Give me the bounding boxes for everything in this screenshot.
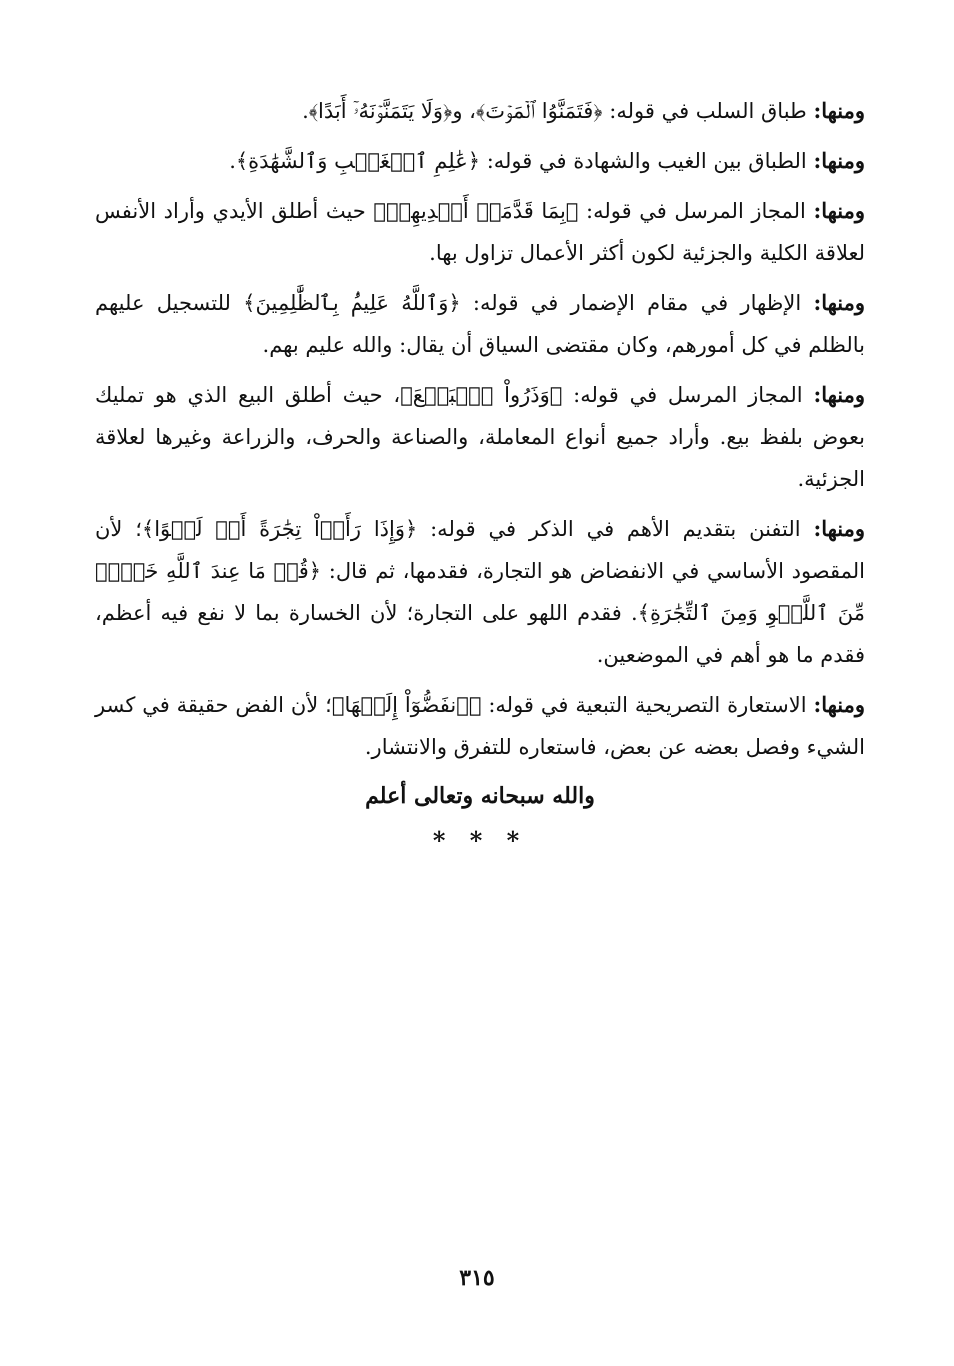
paragraph-6 <box>95 508 865 676</box>
paragraph-text: الإظهار في مقام الإضمار في قوله: ﴿وَٱللَّهُ عَلِيمُۢ بِٱلظَّٰلِمِينَ﴾ للتسجيل عليهم بالظلم في كل أمورهم، وكان مقتضى السياق أن يقال: والله عليم بهم. <box>95 291 865 357</box>
paragraph-lead: ومنها: <box>813 290 865 315</box>
paragraph-text: المجاز المرسل في قوله: ﴿بِمَا قَدَّمَتۡ أَيۡدِيهِمۡ﴾ حيث أطلق الأيدي وأراد الأنفس لعلاقة الكلية والجزئية لكون أكثر الأعمال تزاول بها. <box>95 199 865 265</box>
paragraph-lead: ومنها: <box>813 198 865 223</box>
paragraph-lead: ومنها: <box>813 692 865 717</box>
paragraph-lead: ومنها: <box>813 98 865 123</box>
paragraph-text: المجاز المرسل في قوله: ﴿وَذَرُواْ ٱلۡبَيۡعَ﴾، حيث أطلق البيع الذي هو تمليك بعوض بلفظ بيع. وأراد جميع أنواع المعاملة، والصناعة والحرف، والزراعة وغيرها لعلاقة الجزئية. <box>95 383 865 491</box>
section-separator: * * * <box>432 826 528 855</box>
paragraph-lead: ومنها: <box>813 148 865 173</box>
paragraph-text: التفنن بتقديم الأهم في الذكر في قوله: ﴿وَإِذَا رَأَوۡاْ تِجَٰرَةً أَوۡ لَهۡوًا﴾؛ لأن المقصود الأساسي في الانفضاض هو التجارة، فقدمها، ثم قال: ﴿قُلۡ مَا عِندَ ٱللَّهِ خَيۡرٞ مِّنَ ٱللَّهۡوِ وَمِنَ ٱلتِّجَٰرَةِ﴾. فقدم اللهو على التجارة؛ لأن الخسارة بما لا نفع فيه أعظم، فقدم ما هو أهم في الموضعين. <box>95 517 865 667</box>
paragraph-4 <box>95 282 865 366</box>
paragraph-lead: ومنها: <box>813 516 865 541</box>
paragraph-7 <box>95 684 865 768</box>
page-body <box>95 90 865 862</box>
paragraph-5 <box>95 374 865 500</box>
paragraph-1 <box>95 90 865 132</box>
closing-formula: والله سبحانه وتعالى أعلم <box>365 783 595 809</box>
paragraph-2 <box>95 140 865 182</box>
paragraph-lead: ومنها: <box>813 382 865 407</box>
paragraph-text: طباق السلب في قوله: ﴿فَتَمَنَّوُا ٱلۡمَوۡتَ﴾، و﴿وَلَا يَتَمَنَّوۡنَهُۥٓ أَبَدًا﴾. <box>302 99 814 123</box>
paragraph-text: الطباق بين الغيب والشهادة في قوله: ﴿عَٰلِمِ ٱلۡغَيۡبِ وَٱلشَّهَٰدَةِ﴾. <box>229 149 814 173</box>
paragraph-3 <box>95 190 865 274</box>
paragraph-text: الاستعارة التصريحية التبعية في قوله: ﴿ٱنفَضُّوٓاْ إِلَيۡهَا﴾؛ لأن الفض حقيقة في كسر الشيء وفصل بعضه عن بعض، فاستعاره للتفرق والانتشار. <box>95 693 865 759</box>
page-number: ٣١٥ <box>459 1265 495 1291</box>
